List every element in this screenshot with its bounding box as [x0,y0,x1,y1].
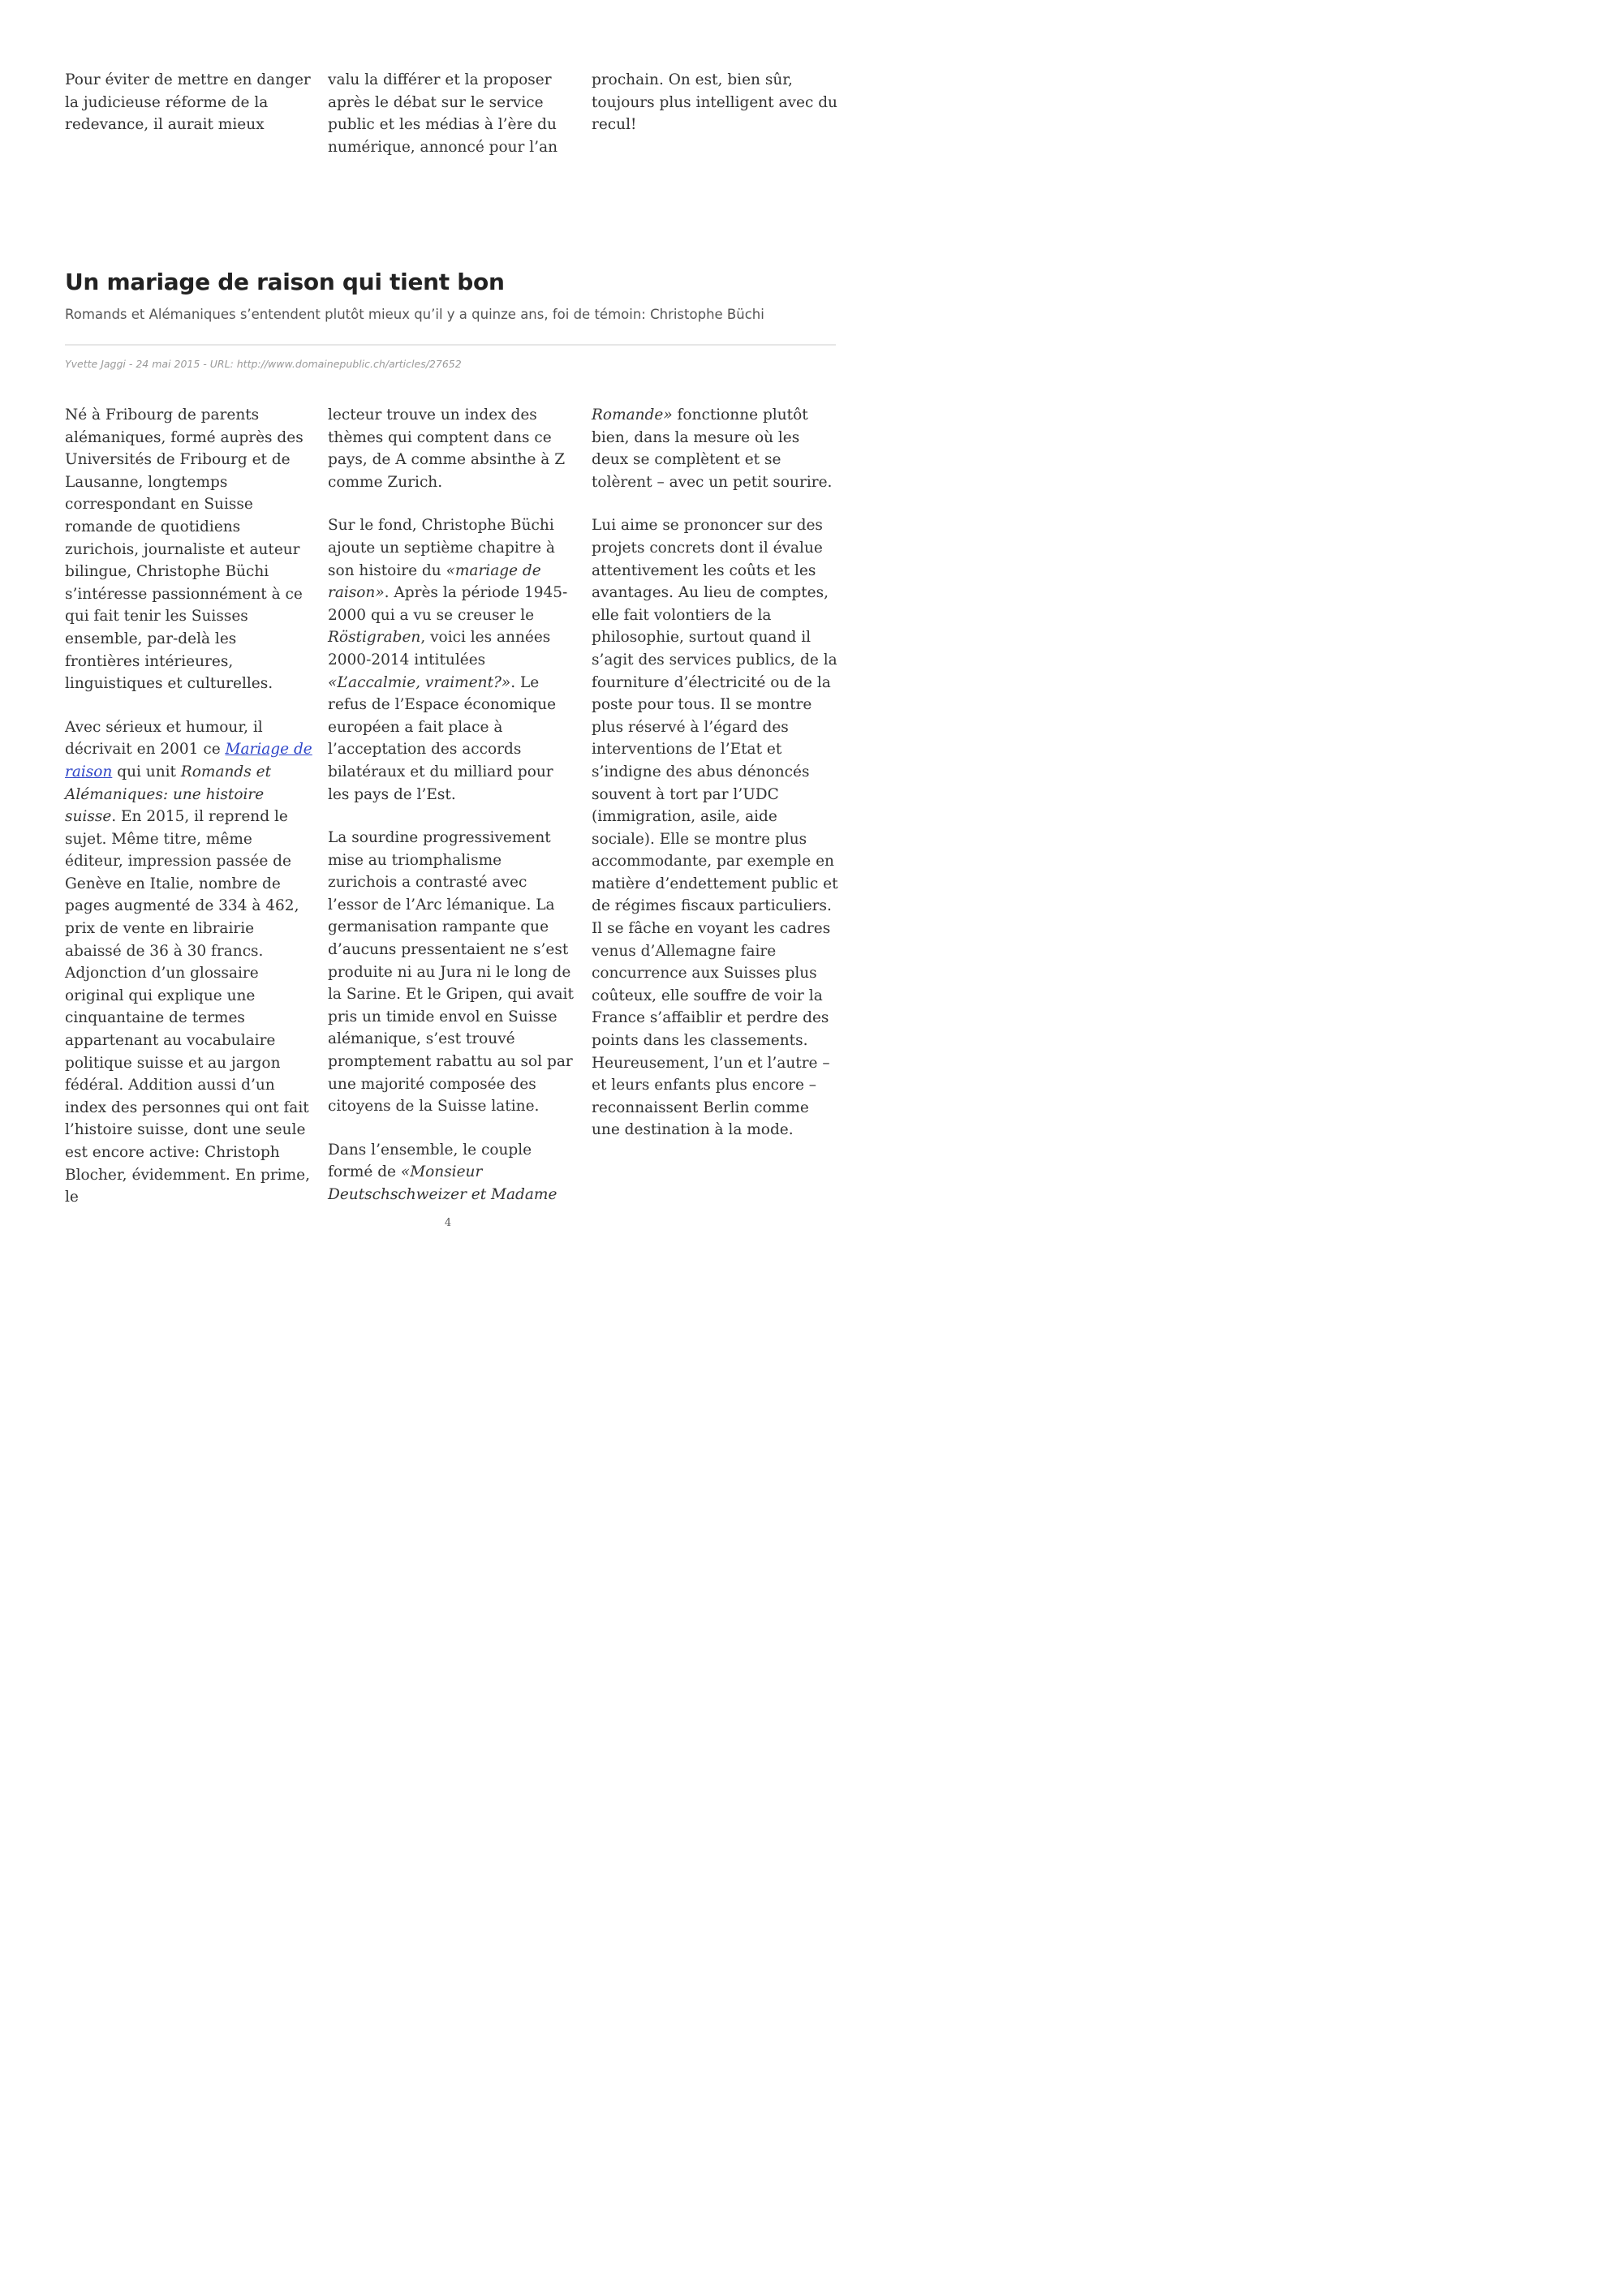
italic-run: Romande» [592,406,673,424]
paragraph: lecteur trouve un index des thèmes qui comptent dans ce pays, de A comme absinthe à Z comme Zurich. [328,406,566,491]
text-run: Dans l’ensemble, le couple formé de [328,1141,532,1181]
article-subtitle: Romands et Alémaniques s’entendent plutôt mieux qu’il y a quinze ans, foi de témoin: Christophe Büchi [65,307,764,322]
text-run: qui unit [112,763,181,780]
text-run: . En 2015, il reprend le sujet. Même titre, même éditeur, impression passée de Genève en Italie, nombre de pages augmenté de 334 à 462, prix de vente en librairie abaissé de 36 à 30 francs. Adjonction d’un glossaire original qui explique une cinquantaine de termes appartenant au vocabulaire politique suisse et au jargon fédéral. Addition aussi d’un index des personnes qui ont fait l’histoire suisse, dont une seule est encore active: Christoph Blocher, évidemment. En prime, le [65,808,310,1206]
paragraph [592,404,839,493]
text-run: , voici les années 2000-2014 intitulées [328,629,551,669]
paragraph: Né à Fribourg de parents alémaniques, formé auprès des Universités de Fribourg et de Lausanne, longtemps correspondant en Suisse romande de quotidiens zurichois, journaliste et auteur bilingue, Christophe Büchi s’intéresse passionnément à ce qui fait tenir les Suisses ensemble, par-delà les frontières intérieures, linguistiques et culturelles. [65,406,304,693]
italic-run: «mariage de raison» [328,561,541,602]
paragraph [65,716,312,1209]
previous-article-column-1 [65,69,312,136]
paragraph [328,514,575,806]
article-column-2 [328,404,575,1206]
article-title: Un mariage de raison qui tient bon [65,269,505,295]
book-title: Romands et Alémaniques: une histoire suisse [65,763,271,826]
previous-article-column-3 [592,69,839,136]
document-page [0,0,896,1267]
paragraph: Pour éviter de mettre en danger la judicieuse réforme de la redevance, il aurait mieux [65,71,311,134]
article-column-1 [65,404,312,1209]
header-divider [65,344,836,346]
article-column-3 [592,404,839,1142]
text-run: Sur le fond, Christophe Büchi ajoute un septième chapitre à son histoire du [328,517,555,579]
paragraph: prochain. On est, bien sûr, toujours plus intelligent avec du recul! [592,71,837,134]
italic-run: «Monsieur Deutschschweizer et Madame [328,1163,558,1203]
article-meta: Yvette Jaggi - 24 mai 2015 - URL: http://www.domainepublic.ch/articles/27652 [65,358,462,370]
text-run: fonctionne plutôt bien, dans la mesure où les deux se complètent et se tolèrent – avec un petit sourire. [592,406,833,491]
paragraph: valu la différer et la proposer après le débat sur le service public et les médias à l’ère du numérique, annoncé pour l’an [328,71,558,156]
italic-run: «L’accalmie, vraiment?» [328,673,511,691]
mariage-de-raison-link[interactable]: Mariage de raison [65,741,312,780]
text-run: . Après la période 1945-2000 qui a vu se creuser le [328,584,568,624]
page-number: 4 [444,1217,452,1229]
text-run: Avec sérieux et humour, il décrivait en 2001 ce [65,718,263,759]
paragraph [328,1139,575,1206]
text-run: . Le refus de l’Espace économique européen a fait place à l’acceptation des accords bilatéraux et du milliard pour les pays de l’Est. [328,673,557,803]
paragraph: La sourdine progressivement mise au triomphalisme zurichois a contrasté avec l’essor de l’Arc lémanique. La germanisation rampante que d’aucuns pressentaient ne s’est produite ni au Jura ni le long de la Sarine. Et le Gripen, qui avait pris un timide envol en Suisse alémanique, s’est trouvé promptement rabattu au sol par une majorité composée des citoyens de la Suisse latine. [328,829,574,1116]
previous-article-column-2 [328,69,575,158]
italic-run: Röstigraben [328,629,421,647]
paragraph: Lui aime se prononcer sur des projets concrets dont il évalue attentivement les coûts et les avantages. Au lieu de comptes, elle fait volontiers de la philosophie, surtout quand il s’agit des services publics, de la fourniture d’électricité ou de la poste pour tous. Il se montre plus réservé à l’égard des interventions de l’Etat et s’indigne des abus dénoncés souvent à tort par l’UDC (immigration, asile, aide sociale). Elle se montre plus accommodante, par exemple en matière d’endettement public et de régimes fiscaux particuliers. Il se fâche en voyant les cadres venus d’Allemagne faire concurrence aux Suisses plus coûteux, elle souffre de voir la France s’affaiblir et perdre des points dans les classements. Heureusement, l’un et l’autre – et leurs enfants plus encore – reconnaissent Berlin comme une destination à la mode. [592,517,838,1139]
